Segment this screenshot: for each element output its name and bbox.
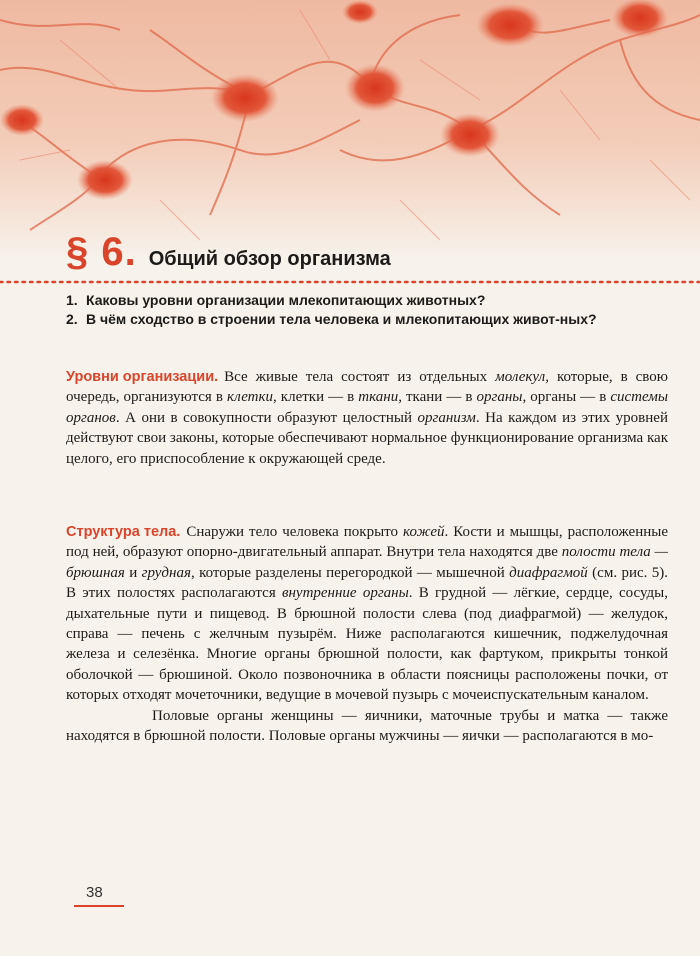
term-tissues: ткани xyxy=(358,389,399,406)
levels-text: , которые, в свою очередь, организуются в xyxy=(66,369,668,406)
review-questions xyxy=(66,291,666,329)
question-1-text: Каковы уровни организации млекопитающих животных? xyxy=(86,292,486,308)
term-organ-systems: системы органов xyxy=(66,389,669,426)
term-organism: организм xyxy=(417,409,476,426)
term-diaphragm: диафрагмой xyxy=(509,564,588,581)
section-heading xyxy=(66,232,391,276)
structure-text: . В грудной — лёгкие, сердце, сосуды, дыхательные пути и пищевод. В брюшной полости слева (под диафрагмой) — желудок, справа — печень с желчным пузырём. Ниже располагаются кишечник, поджелудочная железа и селезёнка. Многие органы брюшной полости, как фартуком, прикрыты тонкой оболочкой — брюшиной. Около позвоночника в области поясницы расположены почки, от которых отходят мочеточники, ведущие в мочевой пузырь с мочеиспускательным каналом. xyxy=(66,585,669,704)
reproductive-paragraph: Половые органы женщины — яичники, маточные трубы и матка — также находятся в брюшной полости. Половые органы мужчины — яички — располагаются в мо- xyxy=(66,707,668,745)
levels-text: . На каждом из этих уровней действуют свои законы, которые обеспечивают нормальное функционирование организма как целого, его приспособление к окружающей среде. xyxy=(66,409,668,467)
levels-heading: Уровни организации. xyxy=(66,369,219,385)
term-thoracic: грудная xyxy=(141,564,191,581)
levels-text: . А они в совокупности образуют целостный xyxy=(115,409,418,426)
neuron-banner-image xyxy=(0,0,700,262)
question-2 xyxy=(66,310,666,329)
question-1 xyxy=(66,291,666,310)
structure-heading: Структура тела. xyxy=(66,524,181,540)
term-skin: кожей xyxy=(403,524,445,540)
structure-text: Снаружи тело человека покрыто xyxy=(186,524,404,540)
section-number: § 6. xyxy=(66,230,137,274)
structure-text: (см. рис. 5). В этих полостях располагаются xyxy=(66,564,669,602)
levels-paragraph xyxy=(66,367,668,469)
question-2-text: В чём сходство в строении тела человека и млекопитающих живот-ных? xyxy=(86,311,597,327)
term-body-cavities: полости тела — брюшная xyxy=(66,544,668,581)
section-title: Общий обзор организма xyxy=(148,248,391,270)
question-1-number: 1. xyxy=(66,292,78,308)
term-molecules: молекул xyxy=(495,369,546,385)
term-internal-organs: внутренние органы xyxy=(281,585,409,602)
levels-text: Все живые тела состоят из отдельных xyxy=(224,369,496,385)
structure-text: , которые разделены перегородкой — мышечной xyxy=(190,564,510,581)
question-2-number: 2. xyxy=(66,311,78,327)
page-number: 38 xyxy=(86,884,103,901)
levels-text: , ткани — в xyxy=(398,389,477,406)
levels-text: , органы — в xyxy=(522,389,611,406)
structure-text: и xyxy=(124,564,142,581)
structure-paragraph xyxy=(66,522,668,746)
dotted-divider xyxy=(0,280,700,284)
term-cells: клетки xyxy=(226,389,274,406)
term-organs: органы xyxy=(476,389,523,406)
page-number-rule xyxy=(74,905,124,907)
structure-text: . Кости и мышцы, расположенные под ней, образуют опорно-двигательный аппарат. Внутри тела находятся две xyxy=(66,524,668,561)
levels-text: , клетки — в xyxy=(273,389,359,406)
